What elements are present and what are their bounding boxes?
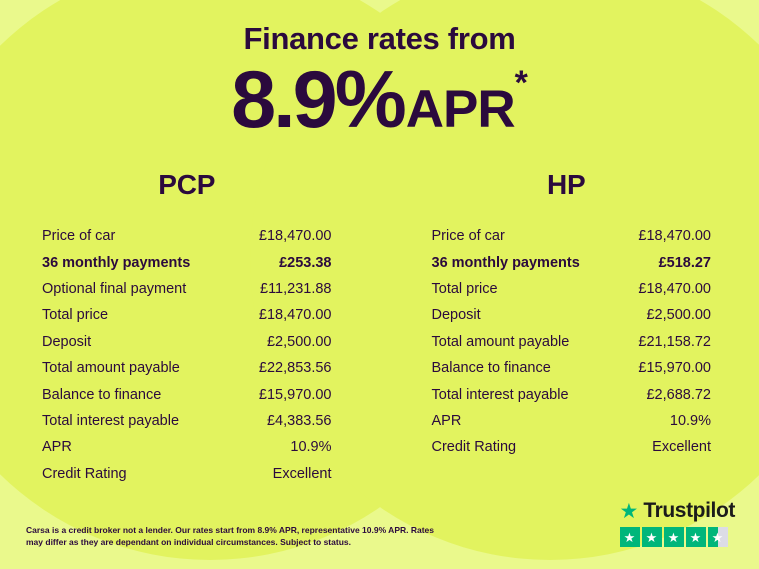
trustpilot-wordmark: Trustpilot xyxy=(643,499,735,522)
rate-asterisk: * xyxy=(514,64,528,103)
rate-number: 8.9% xyxy=(231,55,404,146)
table-row xyxy=(432,355,712,381)
table-row xyxy=(42,223,332,249)
row-label: Optional final payment xyxy=(42,281,187,298)
row-value: £18,470.00 xyxy=(638,228,711,245)
row-value: £2,688.72 xyxy=(646,386,711,403)
trustpilot-rating[interactable] xyxy=(620,499,736,547)
row-label: APR xyxy=(42,439,72,456)
row-value: £18,470.00 xyxy=(258,228,332,245)
table-row xyxy=(42,276,332,302)
row-value: £18,470.00 xyxy=(638,281,711,298)
row-value: £15,970.00 xyxy=(258,386,332,403)
finance-column-hp xyxy=(380,169,759,487)
row-value: Excellent xyxy=(272,465,332,482)
row-label: Balance to finance xyxy=(431,360,551,377)
row-label: Credit Rating xyxy=(42,465,127,482)
table-row xyxy=(42,302,332,328)
row-value: £2,500.00 xyxy=(646,307,711,324)
finance-columns xyxy=(0,169,759,487)
half-star-icon: ★ xyxy=(708,527,728,547)
row-value: £15,970.00 xyxy=(638,360,711,377)
star-icon: ★ xyxy=(686,527,706,547)
finance-column-pcp xyxy=(0,169,380,487)
row-value: Excellent xyxy=(652,439,711,456)
row-label: Total interest payable xyxy=(431,386,569,403)
row-value: £253.38 xyxy=(279,254,332,271)
row-value: £4,383.56 xyxy=(266,412,332,429)
table-row xyxy=(432,249,712,275)
table-row xyxy=(432,276,712,302)
trustpilot-star-icon: ★ xyxy=(619,499,639,523)
row-value: £518.27 xyxy=(658,254,711,271)
row-label: Total price xyxy=(42,307,109,324)
table-row xyxy=(42,355,332,381)
table-row xyxy=(42,329,332,355)
trustpilot-star-rating xyxy=(620,527,736,547)
rate-display xyxy=(0,55,759,146)
disclaimer-text: Carsa is a credit broker not a lender. Our rates start from 8.9% APR, representative 10.9% APR. Rates may differ as they are dependant on individual circumstances. Subject to status. xyxy=(26,524,435,548)
row-label: Credit Rating xyxy=(431,439,517,456)
row-label: Deposit xyxy=(42,333,92,350)
row-value: 10.9% xyxy=(669,412,711,429)
row-label: Price of car xyxy=(42,228,116,245)
row-label: Total price xyxy=(431,281,498,298)
trustpilot-logo xyxy=(620,499,736,523)
table-row xyxy=(432,329,712,355)
star-icon: ★ xyxy=(664,527,684,547)
rate-unit: APR xyxy=(405,80,515,140)
table-row xyxy=(432,381,712,407)
table-row xyxy=(42,434,332,460)
star-icon: ★ xyxy=(642,527,662,547)
table-row xyxy=(432,223,712,249)
row-label: Deposit xyxy=(431,307,481,324)
table-row xyxy=(432,434,712,460)
page-title: Finance rates from xyxy=(243,21,516,56)
row-value: 10.9% xyxy=(290,439,332,456)
table-row xyxy=(42,408,332,434)
row-label: Total amount payable xyxy=(42,360,180,377)
row-label: Total interest payable xyxy=(42,412,180,429)
star-icon: ★ xyxy=(620,527,640,547)
row-value: £21,158.72 xyxy=(638,333,711,350)
column-title-hp: HP xyxy=(547,169,586,201)
footer xyxy=(0,499,759,569)
row-label: Price of car xyxy=(431,228,505,245)
table-row xyxy=(42,460,332,486)
table-row xyxy=(432,408,712,434)
row-label: 36 monthly payments xyxy=(42,254,191,271)
table-row xyxy=(42,381,332,407)
row-value: £18,470.00 xyxy=(258,307,332,324)
table-row xyxy=(432,302,712,328)
table-row xyxy=(42,249,332,275)
row-value: £22,853.56 xyxy=(258,360,332,377)
row-value: £11,231.88 xyxy=(260,281,332,298)
row-value: £2,500.00 xyxy=(266,333,332,350)
row-label: APR xyxy=(431,412,462,429)
row-label: Total amount payable xyxy=(431,333,570,350)
column-title-pcp: PCP xyxy=(158,169,216,201)
row-label: Balance to finance xyxy=(42,386,162,403)
row-label: 36 monthly payments xyxy=(431,254,580,271)
